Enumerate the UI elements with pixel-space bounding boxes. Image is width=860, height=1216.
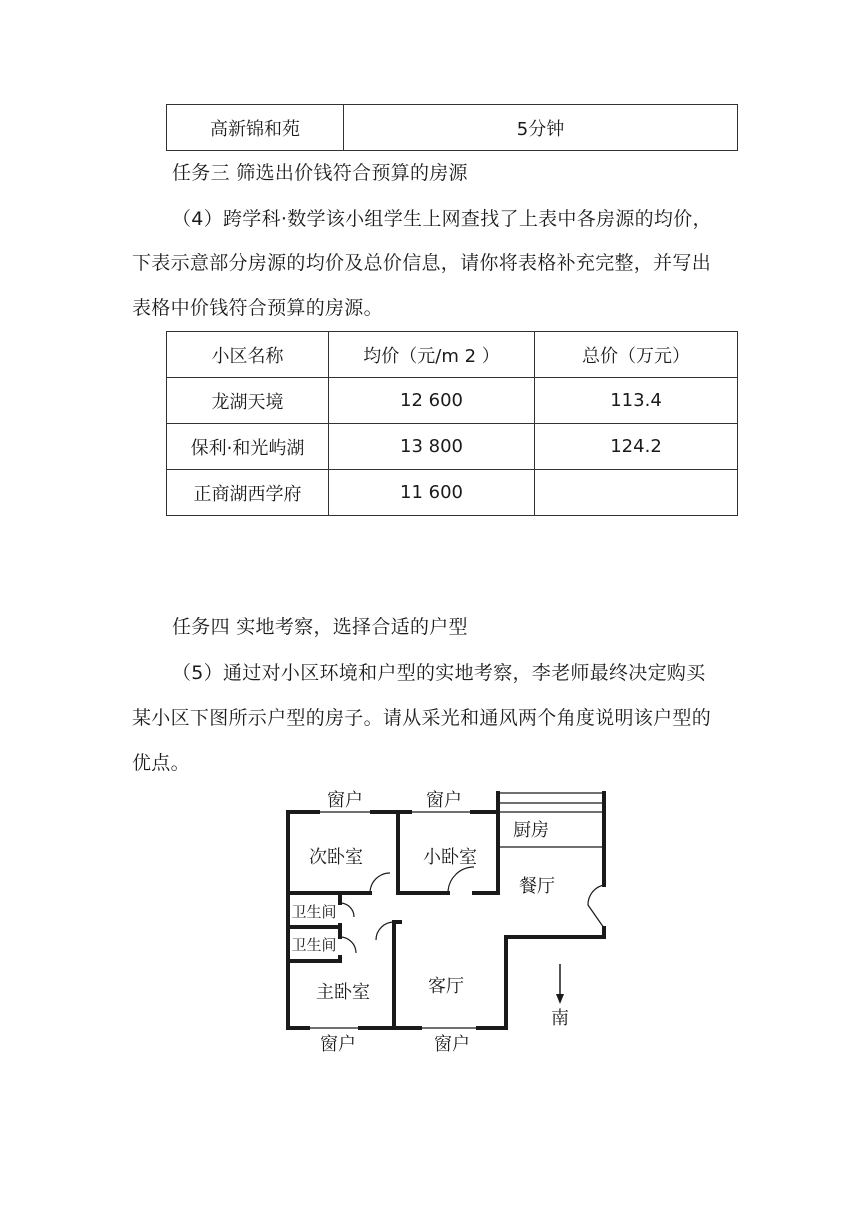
table-cell-blank [535, 470, 738, 516]
window-label: 窗户 [426, 790, 462, 811]
room-bathroom: 卫生间 [291, 936, 337, 954]
price-table [166, 331, 738, 516]
room-kitchen: 厨房 [513, 820, 549, 841]
table-cell: 龙湖天境 [167, 378, 329, 424]
table-row [167, 470, 738, 516]
table-cell: 高新锦和苑 [167, 105, 344, 151]
task4-question-line: （5）通过对小区环境和户型的实地考察，李老师最终决定购买 [172, 662, 706, 684]
task4-question-line: 某小区下图所示户型的房子。请从采光和通风两个角度说明该户型的 [132, 707, 712, 729]
task4-question-line: 优点。 [132, 752, 190, 774]
room-second-bedroom: 次卧室 [309, 847, 363, 868]
window-label: 窗户 [434, 1034, 470, 1055]
column-header: 均价（元/m 2 ） [329, 332, 535, 378]
table-row [167, 378, 738, 424]
south-label: 南 [551, 1008, 569, 1029]
room-master-bedroom: 主卧室 [316, 982, 370, 1003]
table-cell: 11 600 [329, 470, 535, 516]
table-cell: 124.2 [535, 424, 738, 470]
column-header: 总价（万元） [535, 332, 738, 378]
table-cell: 13 800 [329, 424, 535, 470]
south-arrow-icon [556, 964, 564, 1004]
room-small-bedroom: 小卧室 [423, 847, 477, 868]
task3-question-line: （4）跨学科·数学该小组学生上网查找了上表中各房源的均价， [172, 208, 712, 230]
table-cell: 113.4 [535, 378, 738, 424]
room-living-room: 客厅 [428, 976, 464, 997]
room-dining: 餐厅 [519, 876, 555, 897]
table-header-row [167, 332, 738, 378]
table-cell: 正商湖西学府 [167, 470, 329, 516]
room-bathroom: 卫生间 [291, 903, 337, 921]
table-cell: 12 600 [329, 378, 535, 424]
task3-question-line: 下表示意部分房源的均价及总价信息，请你将表格补充完整，并写出 [132, 252, 712, 274]
window-label: 窗户 [320, 1034, 356, 1055]
task3-title: 任务三 筛选出价钱符合预算的房源 [172, 162, 468, 184]
commute-table [166, 104, 738, 151]
table-cell: 保利·和光屿湖 [167, 424, 329, 470]
window-label: 窗户 [327, 790, 363, 811]
column-header: 小区名称 [167, 332, 329, 378]
floor-plan [270, 780, 630, 1060]
task4-title: 任务四 实地考察，选择合适的户型 [172, 616, 468, 638]
table-cell: 5分钟 [344, 105, 738, 151]
task3-question-line: 表格中价钱符合预算的房源。 [132, 297, 383, 319]
table-row [167, 424, 738, 470]
